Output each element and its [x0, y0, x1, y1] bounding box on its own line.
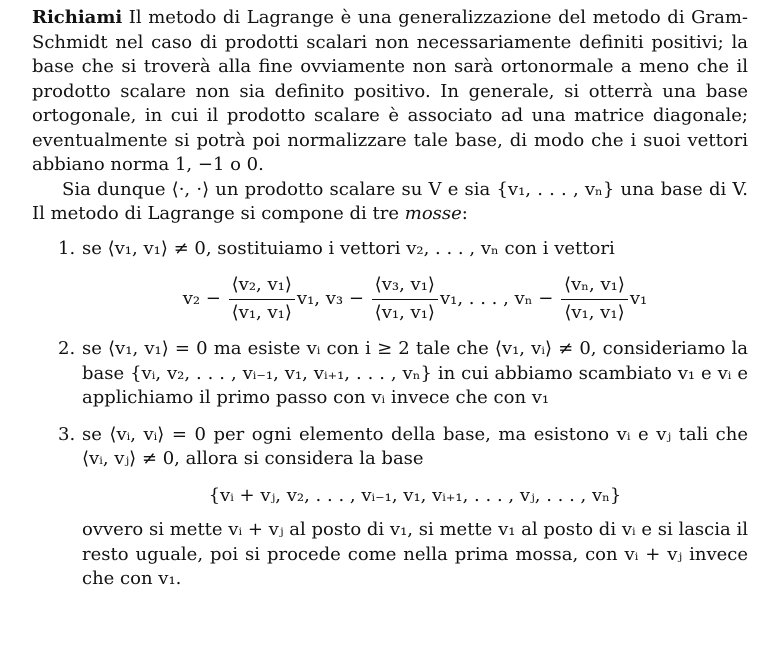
emphasis-mosse: mosse — [404, 203, 462, 224]
fraction — [561, 273, 628, 325]
fraction-denominator: ⟨v₁, v₁⟩ — [564, 301, 625, 323]
fraction-numerator: ⟨v₂, v₁⟩ — [229, 273, 295, 300]
intro-paragraph — [32, 6, 748, 178]
second-paragraph — [32, 178, 748, 227]
step-number: 1. — [58, 237, 76, 259]
step-1 — [32, 237, 748, 326]
second-paragraph-end: : — [461, 203, 468, 224]
fraction — [229, 273, 295, 325]
step-text: se ⟨vᵢ, vᵢ⟩ = 0 per ogni elemento della base, ma esistono vᵢ e vⱼ tali che ⟨vᵢ, vⱼ⟩ ≠ 0, allora si considera la base — [82, 423, 748, 469]
second-paragraph-text: Sia dunque ⟨·, ·⟩ un prodotto scalare su V e sia {v₁, . . . , vₙ} una base di V. Il metodo di Lagrange si compone di tre — [32, 178, 748, 224]
heading-richiami: Richiami — [32, 7, 123, 28]
formula-term-tail: v₁, . . . , — [439, 288, 515, 309]
formula-term-lead: v₂ − — [182, 288, 221, 309]
basis-display: {vᵢ + vⱼ, v₂, . . . , vᵢ₋₁, v₁, vᵢ₊₁, . . . , vⱼ, . . . , vₙ} — [208, 484, 622, 506]
steps-list — [32, 237, 748, 592]
formula-term-tail: v₁, — [296, 288, 326, 309]
step-number: 3. — [58, 423, 76, 445]
fraction — [372, 273, 438, 325]
intro-text: Il metodo di Lagrange è una generalizzazione del metodo di Gram-Schmidt nel caso di prodotti scalari non necessariamente definiti positivi; la base che si troverà alla fine ovviamente non sarà ortonormale a meno che il prodotto scalare non sia definito positivo. In generale, si otterrà una base ortogonale, in cui il prodotto scalare è associato ad una matrice diagonale; eventualmente si potrà poi normalizzare tale base, di modo che i suoi vettori abbiano norma 1, −1 o 0. — [32, 7, 748, 175]
formula-term-tail: v₁ — [629, 288, 648, 309]
formula-term-lead: vₙ − — [514, 288, 554, 309]
step-text: se ⟨v₁, v₁⟩ = 0 ma esiste vᵢ con i ≥ 2 tale che ⟨v₁, vᵢ⟩ ≠ 0, consideriamo la base {vᵢ, v₂, . . . , vᵢ₋₁, v₁, vᵢ₊₁, . . . , vₙ} in cui abbiamo scambiato v₁ e vᵢ e applichiamo il primo passo con vᵢ invece che con v₁ — [82, 338, 748, 408]
step-2 — [32, 337, 748, 411]
fraction-numerator: ⟨v₃, v₁⟩ — [372, 273, 438, 300]
step-number: 2. — [58, 338, 76, 359]
fraction-numerator: ⟨vₙ, v₁⟩ — [561, 273, 628, 300]
fraction-denominator: ⟨v₁, v₁⟩ — [231, 301, 292, 323]
step-3 — [32, 423, 748, 592]
fraction-denominator: ⟨v₁, v₁⟩ — [374, 301, 435, 323]
formula-term-lead: v₃ − — [325, 288, 364, 309]
formula-display — [82, 273, 748, 325]
step-text: se ⟨v₁, v₁⟩ ≠ 0, sostituiamo i vettori v₂, . . . , vₙ con i vettori — [82, 237, 615, 259]
step-after-text: ovvero si mette vᵢ + vⱼ al posto di v₁, si mette v₁ al posto di vᵢ e si lascia il resto uguale, poi si procede come nella prima mossa, con vᵢ + vⱼ invece che con v₁. — [82, 519, 748, 589]
